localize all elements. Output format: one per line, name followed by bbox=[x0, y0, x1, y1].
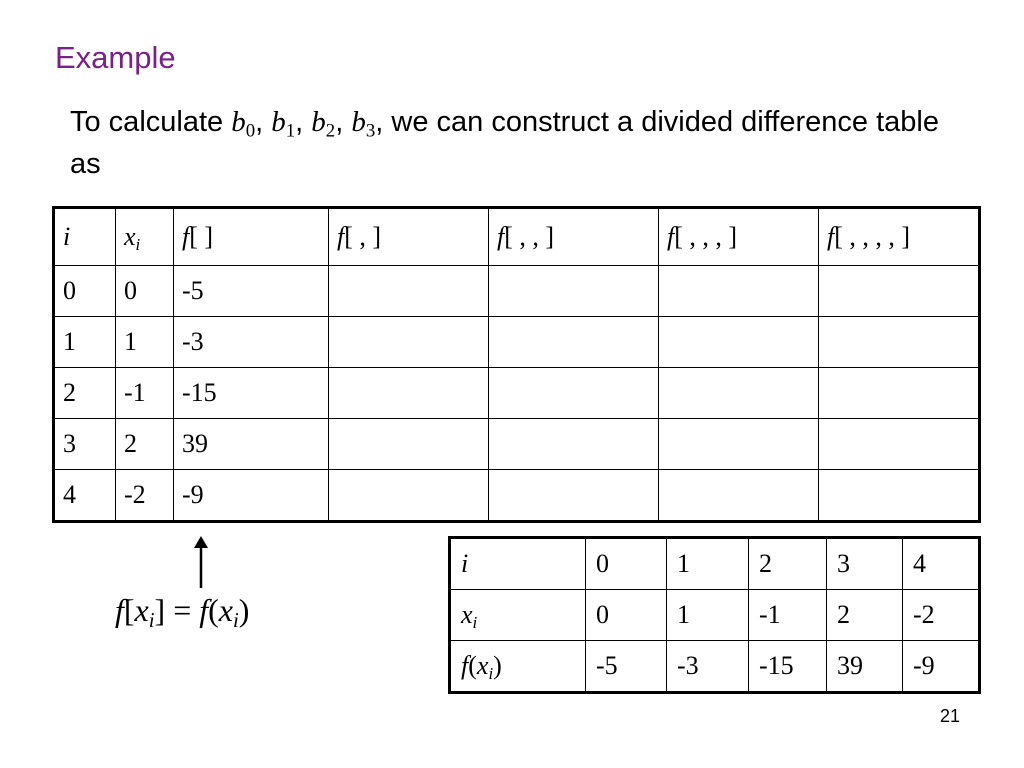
cell-empty bbox=[659, 470, 819, 522]
base-case-formula: $f[x_i] = f(x_i)$ bbox=[115, 592, 250, 633]
header-f2: f[ , , ] bbox=[489, 208, 659, 266]
cell-f: -5 bbox=[174, 266, 329, 317]
cell-empty bbox=[659, 266, 819, 317]
cell-i: 1 bbox=[54, 317, 116, 368]
cell-x: 0 bbox=[586, 590, 667, 641]
cell-x: 2 bbox=[116, 419, 174, 470]
header-xi: $x_i$ bbox=[116, 208, 174, 266]
cell-i: 2 bbox=[749, 538, 827, 590]
cell-empty bbox=[659, 317, 819, 368]
cell-i: 0 bbox=[586, 538, 667, 590]
cell-empty bbox=[659, 368, 819, 419]
cell-i: 4 bbox=[54, 470, 116, 522]
intro-suffix: , we can construct a divided difference table as bbox=[70, 106, 939, 180]
cell-empty bbox=[489, 368, 659, 419]
page-number: 21 bbox=[940, 706, 961, 726]
cell-empty bbox=[489, 317, 659, 368]
row-label-fxi: $f(x_i)$ bbox=[450, 641, 586, 693]
cell-f: 39 bbox=[827, 641, 903, 693]
cell-empty bbox=[819, 317, 980, 368]
cell-x: -2 bbox=[903, 590, 980, 641]
header-f4: f[ , , , , ] bbox=[819, 208, 980, 266]
cell-empty bbox=[819, 419, 980, 470]
up-arrow-icon bbox=[191, 536, 211, 588]
cell-f: -9 bbox=[174, 470, 329, 522]
header-f1: f[ , ] bbox=[329, 208, 489, 266]
table-row bbox=[54, 368, 980, 419]
intro-text: To calculate $b_0$, $b_1$, $b_2$, $b_3$, we can construct a divided difference table as bbox=[70, 106, 939, 180]
cell-empty bbox=[819, 368, 980, 419]
cell-empty bbox=[329, 317, 489, 368]
cell-x: -1 bbox=[116, 368, 174, 419]
table-row bbox=[54, 419, 980, 470]
cell-i: 0 bbox=[54, 266, 116, 317]
cell-i: 4 bbox=[903, 538, 980, 590]
slide-title: Example bbox=[55, 40, 176, 75]
cell-x: 0 bbox=[116, 266, 174, 317]
data-points-table bbox=[448, 536, 981, 694]
coeff-b1: $b_1$ bbox=[271, 106, 296, 142]
cell-empty bbox=[329, 368, 489, 419]
cell-empty bbox=[819, 266, 980, 317]
cell-i: 1 bbox=[667, 538, 749, 590]
table-row bbox=[54, 317, 980, 368]
table-row-i bbox=[450, 538, 980, 590]
cell-empty bbox=[329, 470, 489, 522]
cell-x: 1 bbox=[116, 317, 174, 368]
row-label-i: i bbox=[450, 538, 586, 590]
cell-f: 39 bbox=[174, 419, 329, 470]
table-row bbox=[54, 266, 980, 317]
header-f0: f[ ] bbox=[174, 208, 329, 266]
cell-i: 3 bbox=[54, 419, 116, 470]
coeff-b3: $b_3$ bbox=[351, 106, 376, 142]
cell-x: 1 bbox=[667, 590, 749, 641]
divided-difference-table bbox=[52, 206, 981, 523]
cell-x: 2 bbox=[827, 590, 903, 641]
cell-i: 3 bbox=[827, 538, 903, 590]
cell-f: -15 bbox=[174, 368, 329, 419]
cell-empty bbox=[329, 266, 489, 317]
table-row bbox=[54, 470, 980, 522]
coeff-b0: $b_0$ bbox=[231, 106, 256, 142]
cell-empty bbox=[489, 470, 659, 522]
cell-empty bbox=[659, 419, 819, 470]
table-header-row bbox=[54, 208, 980, 266]
table-row-f bbox=[450, 641, 980, 693]
cell-f: -5 bbox=[586, 641, 667, 693]
cell-f: -15 bbox=[749, 641, 827, 693]
cell-empty bbox=[489, 419, 659, 470]
cell-empty bbox=[489, 266, 659, 317]
cell-x: -1 bbox=[749, 590, 827, 641]
intro-prefix: To calculate bbox=[70, 106, 232, 138]
cell-f: -3 bbox=[174, 317, 329, 368]
table-row-x bbox=[450, 590, 980, 641]
header-i: i bbox=[54, 208, 116, 266]
cell-f: -9 bbox=[903, 641, 980, 693]
cell-empty bbox=[329, 419, 489, 470]
row-label-xi: $x_i$ bbox=[450, 590, 586, 641]
cell-empty bbox=[819, 470, 980, 522]
cell-x: -2 bbox=[116, 470, 174, 522]
header-f3: f[ , , , ] bbox=[659, 208, 819, 266]
cell-f: -3 bbox=[667, 641, 749, 693]
cell-i: 2 bbox=[54, 368, 116, 419]
coeff-b2: $b_2$ bbox=[311, 106, 336, 142]
